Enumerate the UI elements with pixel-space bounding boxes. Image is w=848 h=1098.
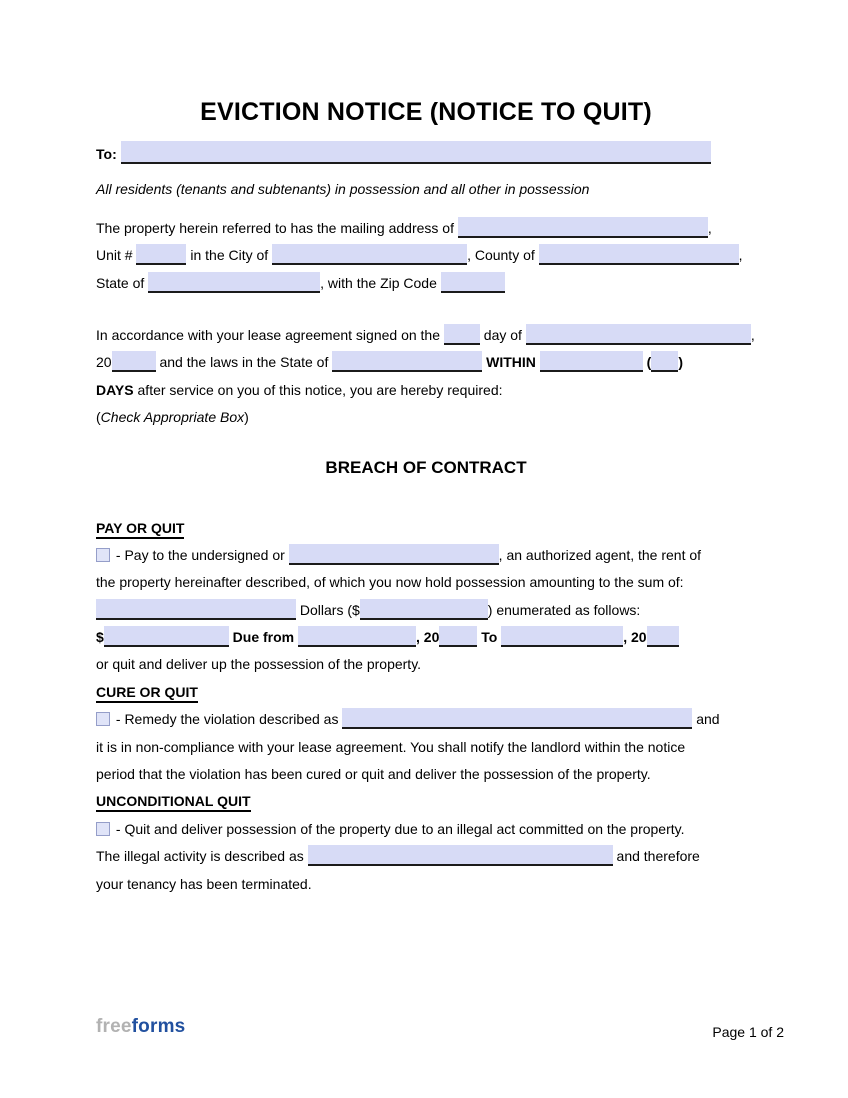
cure-or-quit-checkbox[interactable] <box>96 712 110 726</box>
text-run: ( <box>642 354 652 371</box>
within-days-number-field[interactable] <box>651 351 678 372</box>
within-days-words-field[interactable] <box>540 351 643 372</box>
page-number: Page 1 of 2 <box>712 1024 784 1040</box>
cure-or-quit-heading <box>96 679 756 706</box>
lease-paragraph-line1 <box>96 322 756 349</box>
text-run: $ <box>96 629 104 646</box>
due-to-date-field[interactable] <box>501 626 623 647</box>
text-run: In accordance with your lease agreement signed on the <box>96 326 444 343</box>
text-run: after service on you of this notice, you are hereby required: <box>133 381 503 398</box>
logo-free-text: free <box>96 1016 132 1037</box>
signed-year-field[interactable] <box>112 351 156 372</box>
city-field[interactable] <box>272 244 467 265</box>
text-run: or quit and deliver up the possession of the property. <box>96 656 422 673</box>
text-run: period that the violation has been cured or quit and deliver the possession of the property. <box>96 766 651 783</box>
county-field[interactable] <box>539 244 739 265</box>
text-run: , 20 <box>623 629 647 646</box>
lease-paragraph-line2 <box>96 349 756 376</box>
text-run: , <box>707 219 712 236</box>
text-run: , 20 <box>416 629 440 646</box>
pay-or-quit-line4 <box>96 624 756 651</box>
text-run: 20 <box>96 354 112 371</box>
text-run: - Remedy the violation described as <box>112 711 343 728</box>
text-run: , County of <box>467 247 539 264</box>
text-run: it is in non-compliance with your lease agreement. You shall notify the landlord within the notice <box>96 738 686 755</box>
property-paragraph-line1 <box>96 215 756 242</box>
lease-paragraph-line4 <box>96 404 756 431</box>
page-footer <box>96 1016 784 1040</box>
unconditional-quit-heading-label: UNCONDITIONAL QUIT <box>96 793 251 812</box>
cure-or-quit-line1 <box>96 706 756 733</box>
text-run: All residents (tenants and subtenants) in possession and all other in possession <box>96 181 590 198</box>
text-run: State of <box>96 274 149 291</box>
pay-or-quit-heading-label: PAY OR QUIT <box>96 520 184 539</box>
property-paragraph-line3 <box>96 270 756 297</box>
pay-or-quit-checkbox[interactable] <box>96 548 110 562</box>
cure-or-quit-line3 <box>96 761 756 788</box>
form-content <box>96 141 756 898</box>
breach-of-contract-heading: BREACH OF CONTRACT <box>325 457 527 477</box>
text-run: ( <box>96 409 101 426</box>
text-run: - Pay to the undersigned or <box>112 546 289 563</box>
text-run: , an authorized agent, the rent of <box>498 546 702 563</box>
rent-amount-field[interactable] <box>104 626 229 647</box>
illegal-activity-field[interactable] <box>308 845 613 866</box>
cure-or-quit-heading-label: CURE OR QUIT <box>96 684 198 703</box>
unconditional-quit-line1 <box>96 816 756 843</box>
text-run: Due from <box>228 629 299 646</box>
due-from-year-field[interactable] <box>439 626 477 647</box>
text-run: , with the Zip Code <box>320 274 441 291</box>
text-run: Unit # <box>96 247 137 264</box>
signed-day-field[interactable] <box>444 324 480 345</box>
text-run: , <box>750 326 755 343</box>
text-run: To <box>477 629 502 646</box>
text-run: in the City of <box>186 247 273 264</box>
subtitle-line <box>96 176 756 203</box>
to-field[interactable] <box>121 141 711 164</box>
text-run: and the laws in the State of <box>155 354 333 371</box>
text-run: The illegal activity is described as <box>96 848 308 865</box>
text-run: The property herein referred to has the mailing address of <box>96 219 458 236</box>
text-run: and <box>692 711 720 728</box>
text-run: Check Appropriate Box <box>100 409 245 426</box>
authorized-agent-field[interactable] <box>289 544 499 565</box>
text-run: WITHIN <box>482 354 540 371</box>
amount-numeric-field[interactable] <box>360 599 488 620</box>
text-run: ) <box>678 354 684 371</box>
text-run: , <box>738 247 743 264</box>
amount-words-field[interactable] <box>96 599 296 620</box>
unit-number-field[interactable] <box>136 244 186 265</box>
pay-or-quit-line3 <box>96 597 756 624</box>
violation-description-field[interactable] <box>342 708 692 729</box>
due-from-date-field[interactable] <box>298 626 416 647</box>
due-to-year-field[interactable] <box>647 626 679 647</box>
text-run: ) enumerated as follows: <box>487 601 641 618</box>
signed-month-field[interactable] <box>526 324 751 345</box>
text-run: DAYS <box>96 381 134 398</box>
text-run: To: <box>96 146 121 162</box>
text-run: day of <box>479 326 526 343</box>
cure-or-quit-line2 <box>96 734 756 761</box>
unconditional-quit-line2 <box>96 843 756 870</box>
freeforms-logo <box>96 1016 185 1038</box>
logo-forms-text: forms <box>131 1016 186 1037</box>
page-title: EVICTION NOTICE (NOTICE TO QUIT) <box>200 98 652 126</box>
property-paragraph-line2 <box>96 242 756 269</box>
pay-or-quit-heading <box>96 515 756 542</box>
pay-or-quit-line2 <box>96 569 756 596</box>
mailing-address-field[interactable] <box>458 217 708 238</box>
unconditional-quit-checkbox[interactable] <box>96 822 110 836</box>
text-run: Dollars ($ <box>296 601 360 618</box>
text-run: - Quit and deliver possession of the property due to an illegal act committed on the property. <box>112 820 685 837</box>
text-run: the property hereinafter described, of which you now hold possession amounting to the sum of: <box>96 574 684 591</box>
document-body <box>96 0 756 898</box>
text-run: and therefore <box>612 848 700 865</box>
to-line <box>96 141 756 168</box>
state-field[interactable] <box>148 272 320 293</box>
unconditional-quit-line3 <box>96 871 756 898</box>
pay-or-quit-line1 <box>96 542 756 569</box>
text-run: your tenancy has been terminated. <box>96 875 312 892</box>
zip-code-field[interactable] <box>441 272 505 293</box>
laws-state-field[interactable] <box>332 351 482 372</box>
unconditional-quit-heading <box>96 788 756 815</box>
pay-or-quit-line5 <box>96 651 756 678</box>
text-run: ) <box>244 409 249 426</box>
lease-paragraph-line3 <box>96 377 756 404</box>
